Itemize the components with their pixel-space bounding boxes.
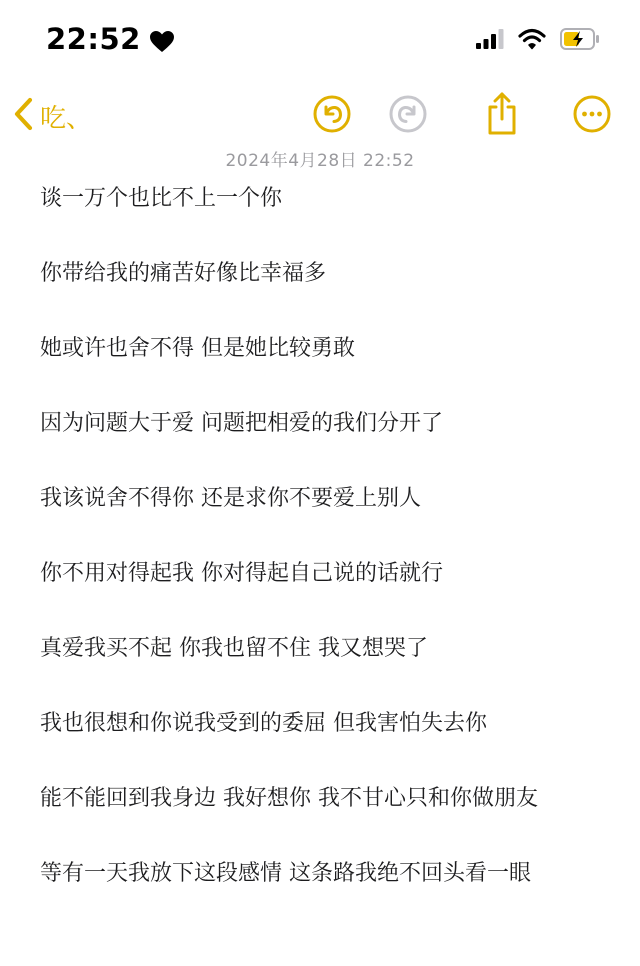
note-body[interactable] — [40, 180, 610, 930]
redo-button[interactable] — [384, 92, 432, 140]
note-line[interactable]: 等有一天我放下这段感情 这条路我绝不回头看一眼 — [40, 861, 531, 886]
note-line[interactable]: 你不用对得起我 你对得起自己说的话就行 — [40, 561, 443, 586]
nav-bar — [0, 84, 640, 148]
status-time-text: 22:52 — [46, 22, 141, 56]
undo-button[interactable] — [308, 92, 356, 140]
redo-icon — [388, 94, 428, 138]
wifi-icon — [518, 28, 546, 54]
note-timestamp: 2024年4月28日 22:52 — [225, 151, 415, 171]
back-button[interactable] — [12, 92, 92, 140]
note-line[interactable]: 你带给我的痛苦好像比幸福多 — [40, 261, 327, 286]
undo-icon — [312, 94, 352, 138]
more-button[interactable] — [568, 92, 616, 140]
note-line[interactable]: 因为问题大于爱 问题把相爱的我们分开了 — [40, 411, 443, 436]
cellular-signal-icon — [476, 29, 504, 53]
note-line[interactable]: 我也很想和你说我受到的委屈 但我害怕失去你 — [40, 711, 487, 736]
note-line[interactable]: 谈一万个也比不上一个你 — [40, 186, 283, 211]
status-bar — [0, 0, 640, 84]
battery-charging-icon — [560, 28, 600, 54]
note-line[interactable]: 能不能回到我身边 我好想你 我不甘心只和你做朋友 — [40, 786, 538, 811]
note-line[interactable]: 真爱我买不起 你我也留不住 我又想哭了 — [40, 636, 428, 661]
chevron-left-icon — [12, 97, 34, 135]
note-line[interactable]: 我该说舍不得你 还是求你不要爱上别人 — [40, 486, 421, 511]
heart-icon — [149, 27, 175, 51]
back-label: 吃、 — [40, 103, 93, 134]
share-button[interactable] — [478, 92, 526, 140]
note-line[interactable]: 她或许也舍不得 但是她比较勇敢 — [40, 336, 355, 361]
status-indicators — [476, 28, 600, 54]
status-time — [46, 22, 175, 56]
share-icon — [482, 91, 522, 141]
more-icon — [572, 94, 612, 138]
